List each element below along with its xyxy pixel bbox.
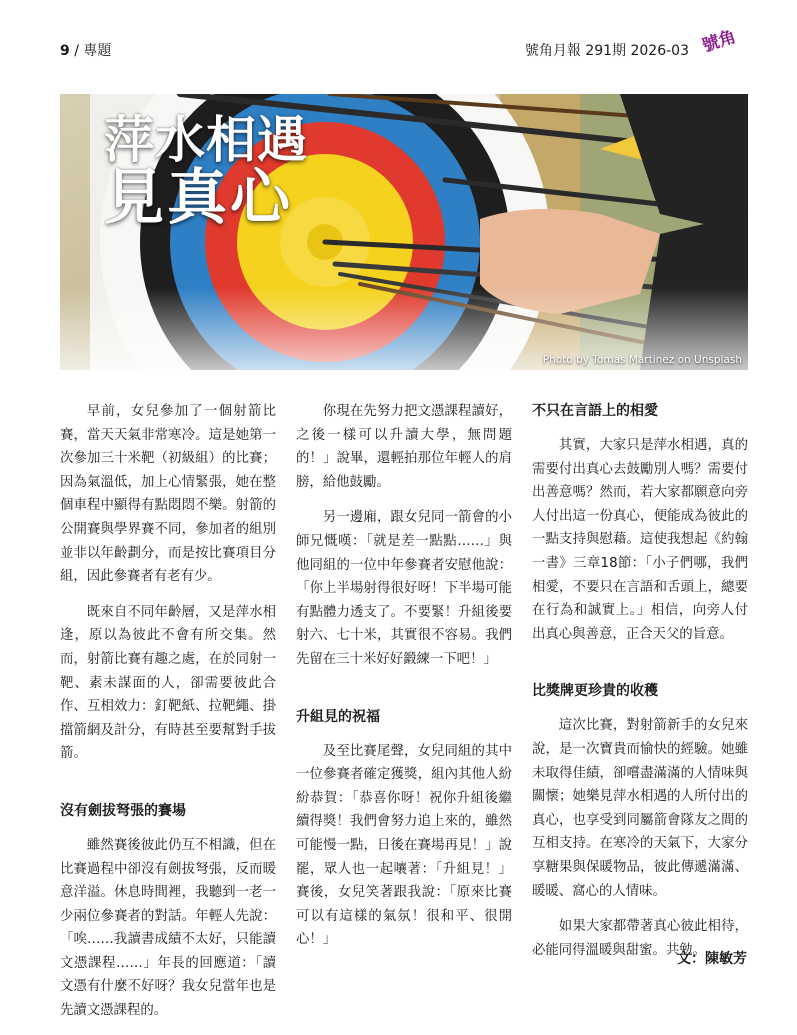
article-column-3	[532, 400, 748, 974]
section-heading: 升組見的祝福	[296, 708, 380, 725]
paragraph: 雖然賽後彼此仍互不相識，但在比賽過程中卻沒有劍拔弩張，反而暖意洋溢。休息時間裡，我聽到一老一少兩位參賽者的對話。年輕人先說：「唉……我讀書成績不太好，只能讀文憑課程……」年長的回應道：「讀文憑有什麼不好呀？我女兒當年也是先讀文憑課程的。	[60, 837, 276, 1019]
page-separator: /	[74, 43, 84, 59]
section-heading: 不只在言語上的相愛	[532, 403, 658, 419]
paragraph: 既來自不同年齡層，又是萍水相逢，原以為彼此不會有所交集。然而，射箭比賽有趣之處，在於同射一靶、素未謀面的人，卻需要彼此合作、互相效力：釘靶紙、拉靶繩、掛擋箭網及計分，有時甚至要幫對手拔箭。	[60, 604, 276, 762]
page-info	[60, 40, 111, 60]
article-title	[104, 111, 308, 233]
paragraph: 其實，大家只是萍水相遇，真的需要付出真心去鼓勵別人嗎？需要付出善意嗎？然而，若大家都願意向旁人付出這一份真心，便能成為彼此的一點支持與慰藉。這使我想起《約翰一書》三章18節：「小子們哪，我們相愛，不要只在言語和舌頭上，總要在行為和誠實上。」相信，向旁人付出真心與善意，正合天父的旨意。	[532, 438, 748, 642]
section-name: 專題	[83, 43, 112, 59]
paragraph: 另一邊廂，跟女兒同一箭會的小師兄慨嘆：「就是差一點點……」與他同組的一位中年參賽者安慰他說：「你上半場射得很好呀！下半場可能有點體力透支了。不要緊！升組後要射六、七十米，其實很不容易。我們先留在三十米好好鍛練一下吧！」	[296, 510, 512, 667]
section-heading: 比獎牌更珍貴的收穫	[532, 683, 658, 700]
photo-credit: Photo by Tomas Martinez on Unsplash	[542, 354, 742, 366]
page-header	[60, 26, 747, 64]
title-line-2: 見真心	[104, 162, 293, 233]
author-byline: 文：陳敏芳	[677, 951, 747, 967]
paragraph: 如果大家都帶著真心彼此相待，必能同得溫暖與甜蜜。共勉。	[532, 919, 748, 958]
article-column-2	[296, 400, 512, 964]
publication-logo	[695, 26, 747, 72]
publication-info: 號角月報 291期 2026-03	[524, 43, 689, 59]
hero-image	[60, 94, 748, 370]
paragraph: 及至比賽尾聲，女兒同組的其中一位參賽者確定獲獎，組內其他人紛紛恭賀：「恭喜你呀！祝你升組後繼續得獎！我們會努力追上來的，雖然可能慢一點，日後在賽場再見！」說罷，眾人也一起嚷著：「升組見！」賽後，女兒笑著跟我說：「原來比賽可以有這樣的氣氛！很和平、很開心！」	[296, 743, 512, 948]
paragraph: 早前，女兒參加了一個射箭比賽，當天天氣非常寒冷。這是她第一次參加三十米靶（初級組）的比賽；因為氣溫低，加上心情緊張，她在整個車程中顯得有點悶悶不樂。射箭的公開賽與學界賽不同，參加者的組別並非以年齡劃分，而是按比賽項目分組，因此參賽者有老有少。	[60, 404, 276, 585]
title-line-1: 萍水相遇	[104, 111, 308, 169]
page-number: 9	[60, 43, 70, 59]
paragraph: 你現在先努力把文憑課程讀好，之後一樣可以升讀大學，無問題的！」說畢，還輕拍那位年輕人的肩膀，給他鼓勵。	[296, 404, 512, 490]
article-column-1	[60, 400, 276, 1035]
section-heading: 沒有劍拔弩張的賽場	[60, 802, 186, 819]
paragraph: 這次比賽，對射箭新手的女兒來說，是一次寶貴而愉快的經驗。她雖未取得佳績，卻嚐盡滿滿的人情味與關懷；她樂見萍水相遇的人所付出的真心，也享受到同屬箭會隊友之間的互相支持。在寒冷的天氣下，大家分享糖果與保暖物品，彼此傳遞滿滿、暖暖、窩心的人情味。	[532, 718, 748, 899]
logo-text: 號角	[699, 26, 739, 57]
